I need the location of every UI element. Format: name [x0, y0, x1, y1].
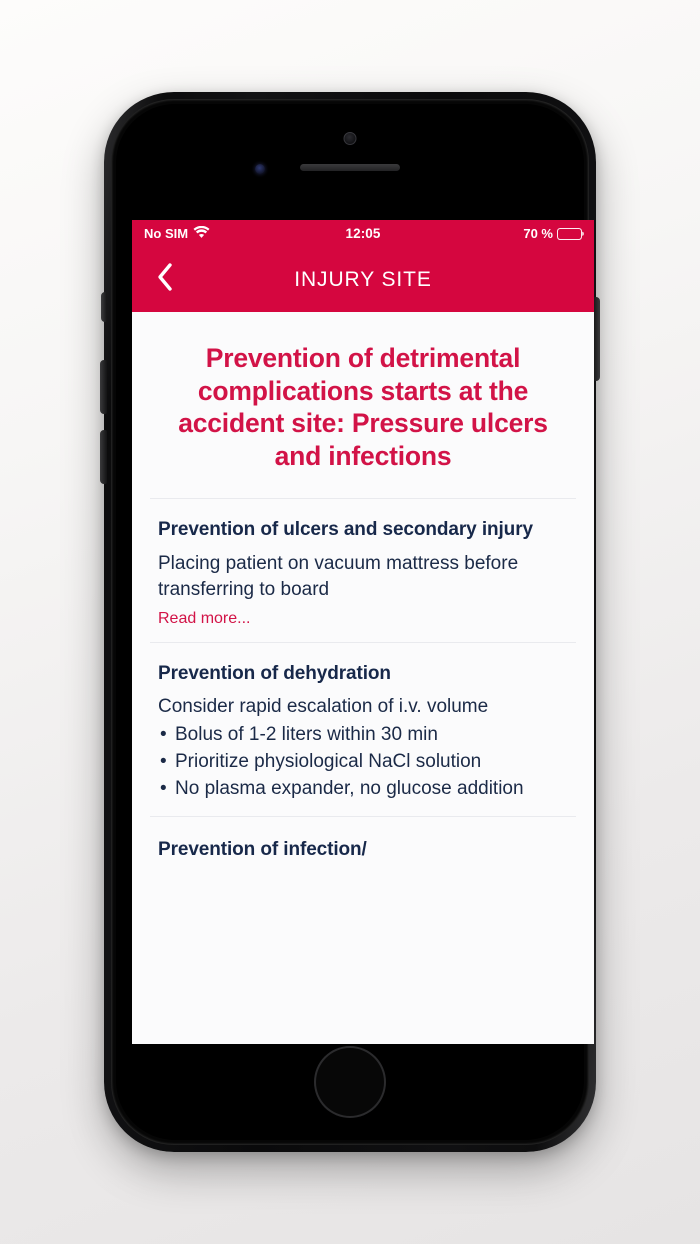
- front-camera-icon: [344, 132, 357, 145]
- section-body: Consider rapid escalation of i.v. volume: [158, 696, 489, 718]
- list-item: • Prioritize physiological NaCl solution: [158, 749, 568, 775]
- phone-screen: [132, 220, 594, 1044]
- section-title: Prevention of dehydration: [158, 662, 391, 684]
- status-bar-time: 12:05: [345, 226, 381, 241]
- navigation-bar: [132, 247, 594, 312]
- section-prevention-of-ulcers[interactable]: [158, 499, 568, 641]
- list-item: • Bolus of 1-2 liters within 30 min: [158, 722, 568, 748]
- section-title: Prevention of infection/: [158, 838, 367, 860]
- list-item: • No plasma expander, no glucose addition: [158, 776, 568, 802]
- proximity-sensor-icon: [255, 164, 265, 174]
- status-bar-right: [523, 226, 582, 241]
- chevron-left-icon: [156, 262, 174, 297]
- earpiece-speaker: [300, 164, 400, 171]
- silent-switch-button[interactable]: [101, 292, 107, 322]
- content-scroll-area[interactable]: [132, 312, 594, 1044]
- carrier-label: No SIM: [144, 226, 189, 241]
- home-button[interactable]: [314, 1046, 386, 1118]
- section-prevention-of-dehydration[interactable]: [158, 643, 568, 816]
- phone-bezel: [111, 99, 589, 1145]
- volume-up-button[interactable]: [100, 360, 107, 414]
- power-button[interactable]: [593, 297, 600, 381]
- section-title: Prevention of ulcers and secondary injury: [158, 519, 533, 541]
- read-more-link[interactable]: Read more...: [158, 609, 251, 627]
- status-bar: [132, 220, 594, 247]
- bullet-list: [158, 722, 568, 801]
- volume-down-button[interactable]: [100, 430, 107, 484]
- section-prevention-of-infection[interactable]: [158, 817, 568, 877]
- article-heading: Prevention of detrimental complications starts at the accident site: Pressure ulcers and infections: [178, 343, 548, 471]
- page-title: INJURY SITE: [294, 267, 432, 291]
- phone-front-face: [116, 104, 584, 1140]
- battery-percent-label: 70 %: [523, 226, 553, 241]
- phone-device: [104, 92, 596, 1152]
- battery-icon: [557, 228, 582, 240]
- back-button[interactable]: [148, 263, 182, 297]
- section-body: Placing patient on vacuum mattress before transferring to board: [158, 553, 519, 600]
